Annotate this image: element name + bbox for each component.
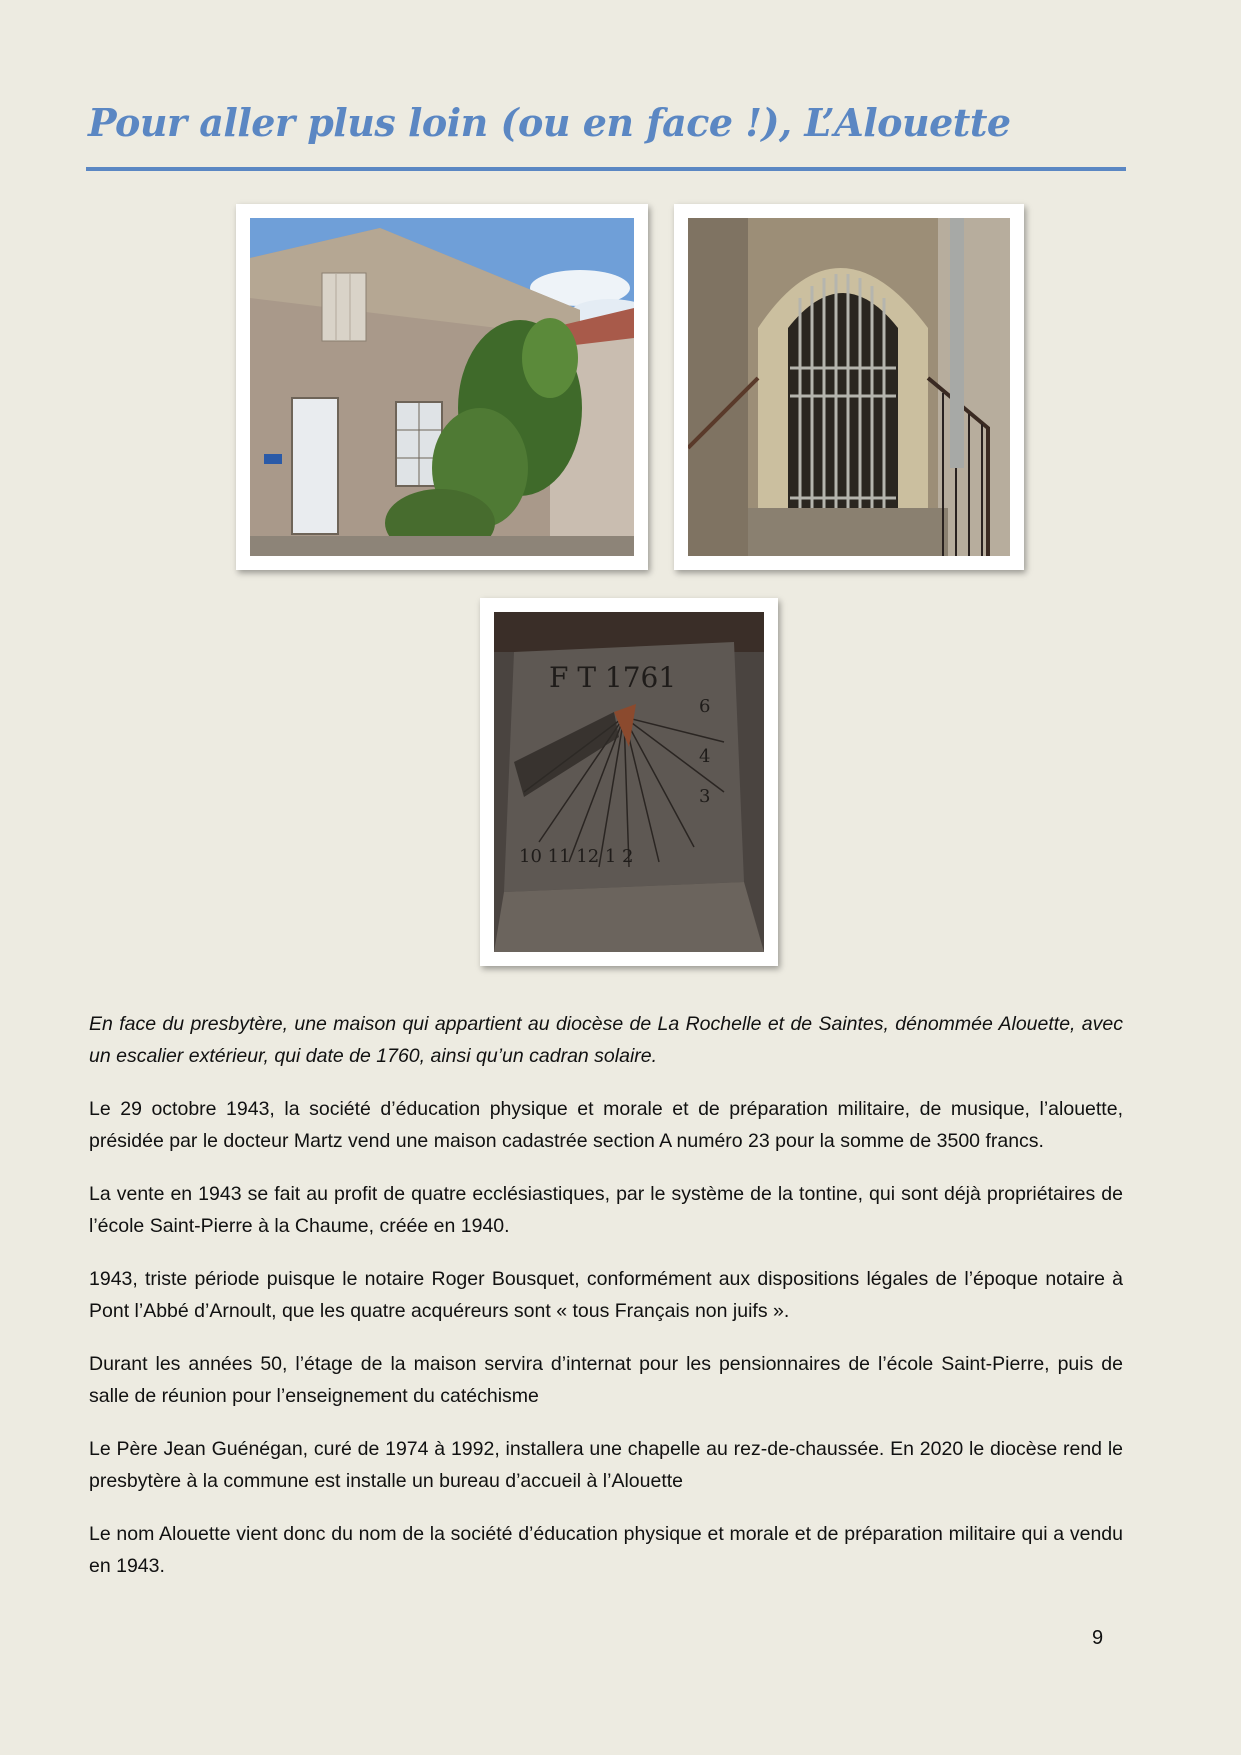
svg-text:6: 6: [699, 696, 711, 717]
svg-text:10 11 12 1 2: 10 11 12 1 2: [519, 846, 634, 867]
page-title: Pour aller plus loin (ou en face !), L’Alouette: [88, 100, 1011, 145]
svg-text:3: 3: [699, 786, 711, 807]
paragraph: Le 29 octobre 1943, la société d’éducation physique et morale et de préparation militaire, de musique, l’alouette, présidée par le docteur Martz vend une maison cadastrée section A numéro 23 pour la somme de 3500 francs.: [89, 1098, 1123, 1152]
page-number: 9: [1092, 1627, 1104, 1649]
house-facade-image: [250, 218, 634, 556]
intro-paragraph: En face du presbytère, une maison qui appartient au diocèse de La Rochelle et de Saintes, dénommée Alouette, avec un escalier extérieur, qui date de 1760, ainsi qu’un cadran solaire.: [89, 1013, 1123, 1067]
house-facade-photo: [236, 204, 648, 570]
sundial-photo: [480, 598, 778, 966]
paragraph: La vente en 1943 se fait au profit de quatre ecclésiastiques, par le système de la tontine, qui sont déjà propriétaires de l’école Saint-Pierre à la Chaume, créée en 1940.: [89, 1183, 1123, 1237]
svg-text:4: 4: [699, 746, 711, 767]
title-underline: [86, 167, 1126, 171]
arched-doorway-photo: [674, 204, 1024, 570]
arched-doorway-image: [688, 218, 1010, 556]
article-body: [89, 1008, 1123, 1603]
sundial-image: [494, 612, 764, 952]
paragraph: Durant les années 50, l’étage de la maison servira d’internat pour les pensionnaires de l’école Saint-Pierre, puis de salle de réunion pour l’enseignement du catéchisme: [89, 1353, 1123, 1407]
paragraph: Le nom Alouette vient donc du nom de la société d’éducation physique et morale et de préparation militaire qui a vendu en 1943.: [89, 1523, 1123, 1577]
paragraph: 1943, triste période puisque le notaire Roger Bousquet, conformément aux dispositions légales de l’époque notaire à Pont l’Abbé d’Arnoult, que les quatre acquéreurs sont « tous Français non juifs ».: [89, 1268, 1123, 1322]
sundial-inscription: F T 1761: [549, 661, 677, 694]
paragraph: Le Père Jean Guénégan, curé de 1974 à 1992, installera une chapelle au rez-de-chaussée. En 2020 le diocèse rend le presbytère à la commune est installe un bureau d’accueil à l’Alouette: [89, 1438, 1123, 1492]
